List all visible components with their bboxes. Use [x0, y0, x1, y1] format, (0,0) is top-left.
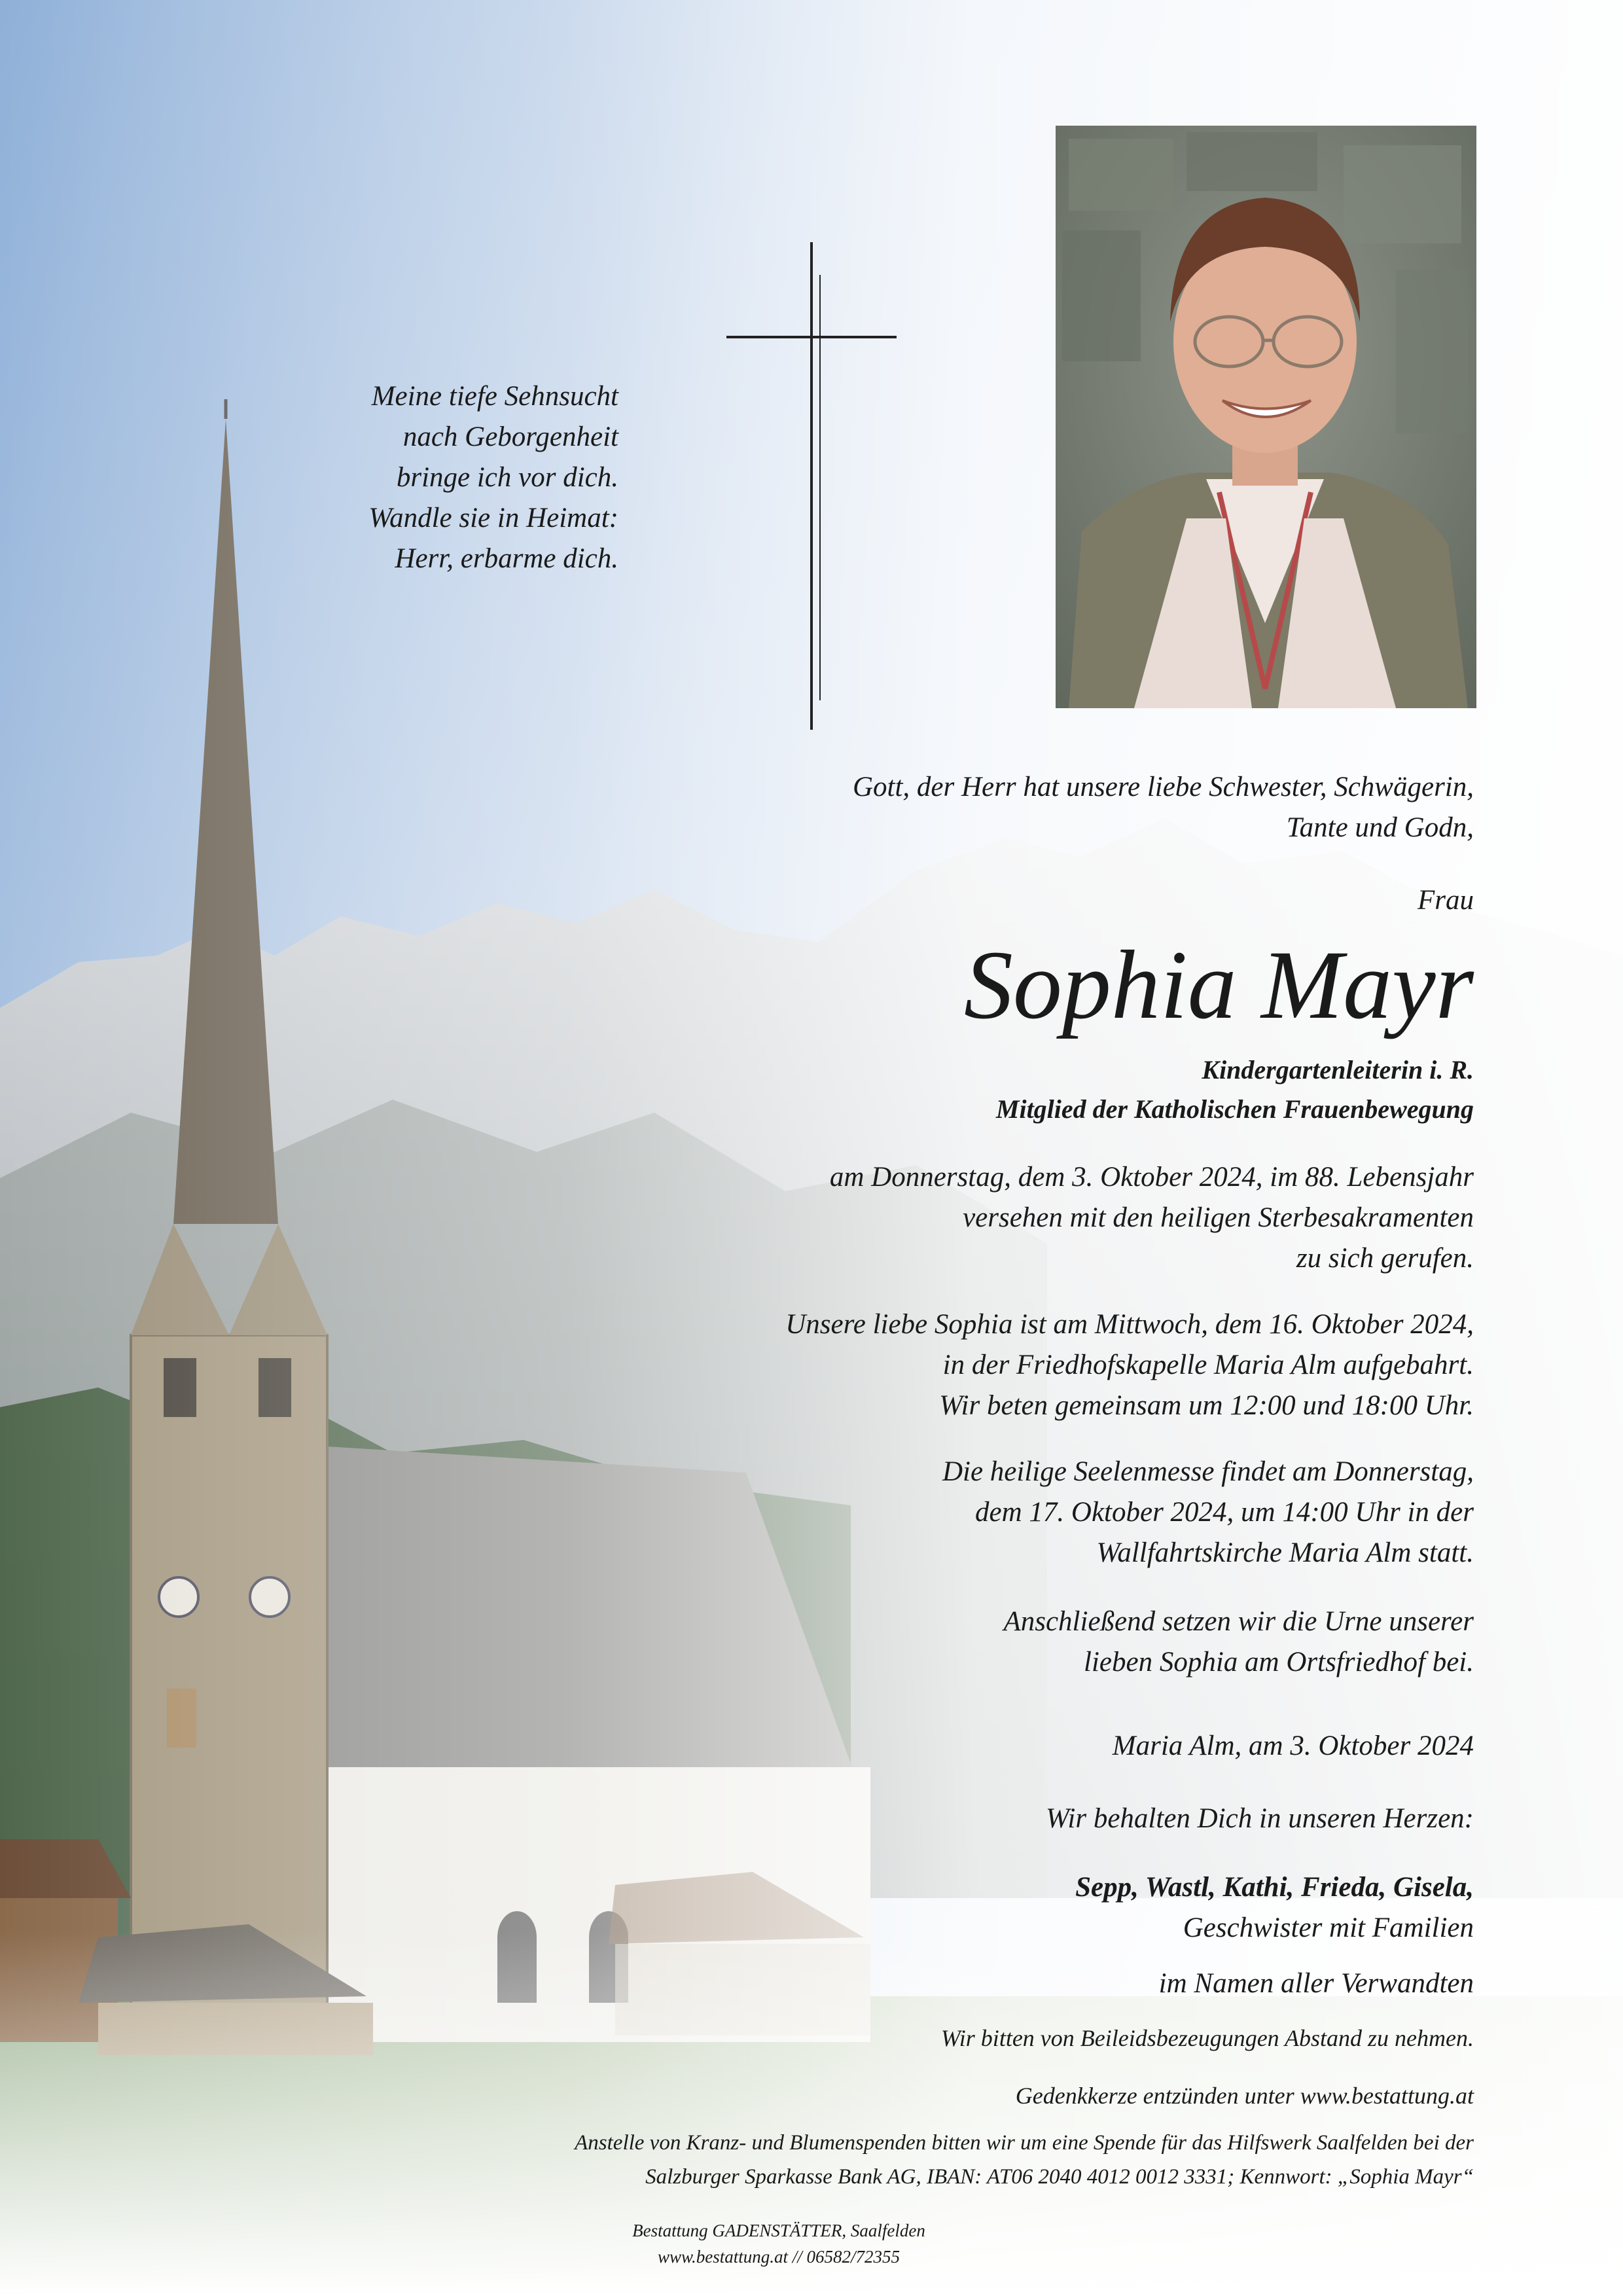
text-line: versehen mit den heiligen Sterbesakramenten [963, 1202, 1474, 1233]
text-line: in der Friedhofskapelle Maria Alm aufgebahrt. [942, 1350, 1474, 1380]
title-line: Kindergartenleiterin i. R. [1202, 1055, 1474, 1085]
poem-line: Meine tiefe Sehnsucht [371, 381, 618, 412]
text-line: Unsere liebe Sophia ist am Mittwoch, dem 16. Oktober 2024, [785, 1309, 1474, 1340]
poem-line: Herr, erbarme dich. [395, 543, 618, 574]
deceased-titles [361, 1050, 1474, 1129]
donation-note [99, 2126, 1474, 2194]
text-line: zu sich gerufen. [1296, 1243, 1474, 1274]
death-announcement [361, 1157, 1474, 1279]
cross-icon [726, 242, 897, 730]
intro-line: Gott, der Herr hat unsere liebe Schwester, Schwägerin, [852, 772, 1474, 802]
candle-note: Gedenkkerze entzünden unter www.bestattung.at [1015, 2083, 1474, 2109]
place-date: Maria Alm, am 3. Oktober 2024 [1112, 1731, 1474, 1761]
relatives-line: im Namen aller Verwandten [1158, 1968, 1474, 1999]
footer-line: www.bestattung.at // 06582/72355 [657, 2247, 901, 2267]
closing-line: Wir behalten Dich in unseren Herzen: [1045, 1803, 1474, 1834]
viewing-info [361, 1304, 1474, 1426]
salutation: Frau [1418, 885, 1474, 916]
poem-verse [196, 376, 618, 579]
portrait-photo [1056, 126, 1476, 708]
intro-line: Tante und Godn, [1286, 812, 1474, 843]
intro-text [361, 767, 1474, 848]
poem-line: Wandle sie in Heimat: [368, 503, 618, 533]
mass-info [361, 1452, 1474, 1573]
text-line: Anschließend setzen wir die Urne unserer [1003, 1606, 1474, 1637]
burial-info [361, 1602, 1474, 1683]
text-line: Die heilige Seelenmesse findet am Donnerstag, [942, 1456, 1474, 1487]
text-line: Anstelle von Kranz- und Blumenspenden bitten wir um eine Spende für das Hilfswerk Saalfelden bei der [575, 2131, 1474, 2155]
funeral-home-footer [550, 2217, 1008, 2270]
condolence-note: Wir bitten von Beileidsbezeugungen Abstand zu nehmen. [940, 2025, 1474, 2051]
text-line: am Donnerstag, dem 3. Oktober 2024, im 88. Lebensjahr [829, 1162, 1474, 1193]
text-line: dem 17. Oktober 2024, um 14:00 Uhr in der [975, 1497, 1474, 1528]
poem-line: bringe ich vor dich. [396, 462, 618, 493]
text-line: lieben Sophia am Ortsfriedhof bei. [1084, 1647, 1474, 1677]
text-line: Wallfahrtskirche Maria Alm statt. [1096, 1537, 1474, 1568]
text-line: Salzburger Sparkasse Bank AG, IBAN: AT06 2040 4012 0012 3331; Kennwort: „Sophia Mayr“ [645, 2165, 1474, 2189]
poem-line: nach Geborgenheit [402, 422, 618, 452]
footer-line: Bestattung GADENSTÄTTER, Saalfelden [632, 2221, 925, 2240]
mourners-names: Sepp, Wastl, Kathi, Frieda, Gisela, [1075, 1872, 1474, 1903]
title-line: Mitglied der Katholischen Frauenbewegung [995, 1094, 1474, 1124]
text-line: Wir beten gemeinsam um 12:00 und 18:00 Uhr. [939, 1390, 1474, 1421]
mourners-family: Geschwister mit Familien [1183, 1912, 1474, 1943]
deceased-name: Sophia Mayr [963, 931, 1474, 1039]
